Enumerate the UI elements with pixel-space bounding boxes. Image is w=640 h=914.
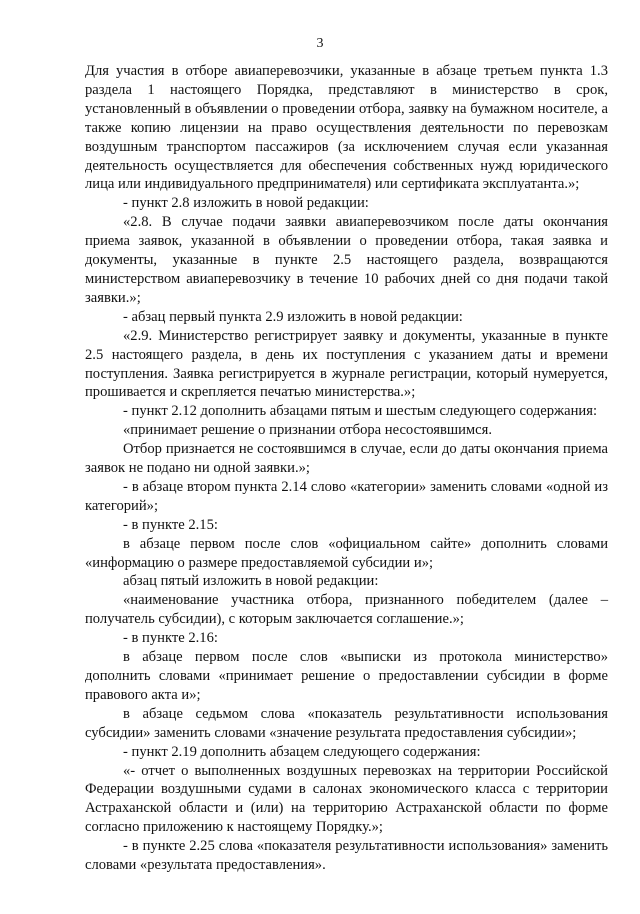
paragraph-5: «2.9. Министерство регистрирует заявку и документы, указанные в пункте 2.5 настоящего раздела, в день их поступления с указанием даты и времени поступления. Заявка регистрируется в журнале регистрации, который нумеруется, прошивается и скрепляется печатью министерства.»; — [85, 327, 608, 401]
paragraph-10: - в пункте 2.15: — [123, 516, 218, 533]
paragraph-11: в абзаце первом после слов «официальном сайте» дополнить словами «информацию о размере предоставляемой субсидии и»; — [85, 535, 608, 571]
paragraph-2: - пункт 2.8 изложить в новой редакции: — [123, 195, 369, 212]
paragraph-16: в абзаце седьмом слова «показатель результативности использования субсидии» заменить словами «значение результата предоставления субсидии»; — [85, 705, 608, 741]
paragraph-3: «2.8. В случае подачи заявки авиаперевозчиком после даты окончания приема заявок, указанной в объявлении о проведении отбора, такая заявка и документы, указанные в пункте 2.5 настоящего раздела, возвращаются министерством авиаперевозчику в течение 10 рабочих дней со дня подачи такой заявки.»; — [85, 214, 608, 306]
paragraph-19: - в пункте 2.25 слова «показателя результативности использования» заменить словами «результата предоставления». — [85, 838, 608, 874]
paragraph-4: - абзац первый пункта 2.9 изложить в новой редакции: — [123, 308, 463, 325]
paragraph-8: Отбор признается не состоявшимся в случае, если до даты окончания приема заявок не подано ни одной заявки.»; — [85, 441, 608, 477]
paragraph-7: «принимает решение о признании отбора несостоявшимся. — [123, 422, 492, 439]
paragraph-13: «наименование участника отбора, признанного победителем (далее – получатель субсидии), с которым заключается соглашение.»; — [85, 592, 608, 628]
paragraph-14: - в пункте 2.16: — [123, 630, 218, 647]
paragraph-18: «- отчет о выполненных воздушных перевозках на территории Российской Федерации воздушными судами в салонах экономического класса с территории Астраханской области и (или) на территорию Астраханской области по форме согласно приложению к настоящему Порядку.»; — [85, 762, 608, 836]
paragraph-6: - пункт 2.12 дополнить абзацами пятым и шестым следующего содержания: — [123, 403, 598, 420]
paragraph-17: - пункт 2.19 дополнить абзацем следующего содержания: — [123, 743, 481, 760]
document-body — [85, 62, 608, 875]
paragraph-9: - в абзаце втором пункта 2.14 слово «категории» заменить словами «одной из категорий»; — [85, 478, 608, 514]
paragraph-1: Для участия в отборе авиаперевозчики, указанные в абзаце третьем пункта 1.3 раздела 1 настоящего Порядка, представляют в министерство в срок, установленный в объявлении о проведении отбора, заявку на бумажном носителе, а также копию лицензии на право осуществления деятельности по перевозкам воздушным транспортом пассажиров (за исключением случая если указанная деятельность осуществляется для обеспечения собственных нужд юридического лица или индивидуального предпринимателя) или сертификата эксплуатанта.»; — [85, 63, 608, 193]
paragraph-15: в абзаце первом после слов «выписки из протокола министерство» дополнить словами «принимает решение о предоставлении субсидии в форме правового акта и»; — [85, 649, 608, 703]
paragraph-12: абзац пятый изложить в новой редакции: — [123, 573, 379, 590]
page-number: 3 — [316, 36, 324, 51]
